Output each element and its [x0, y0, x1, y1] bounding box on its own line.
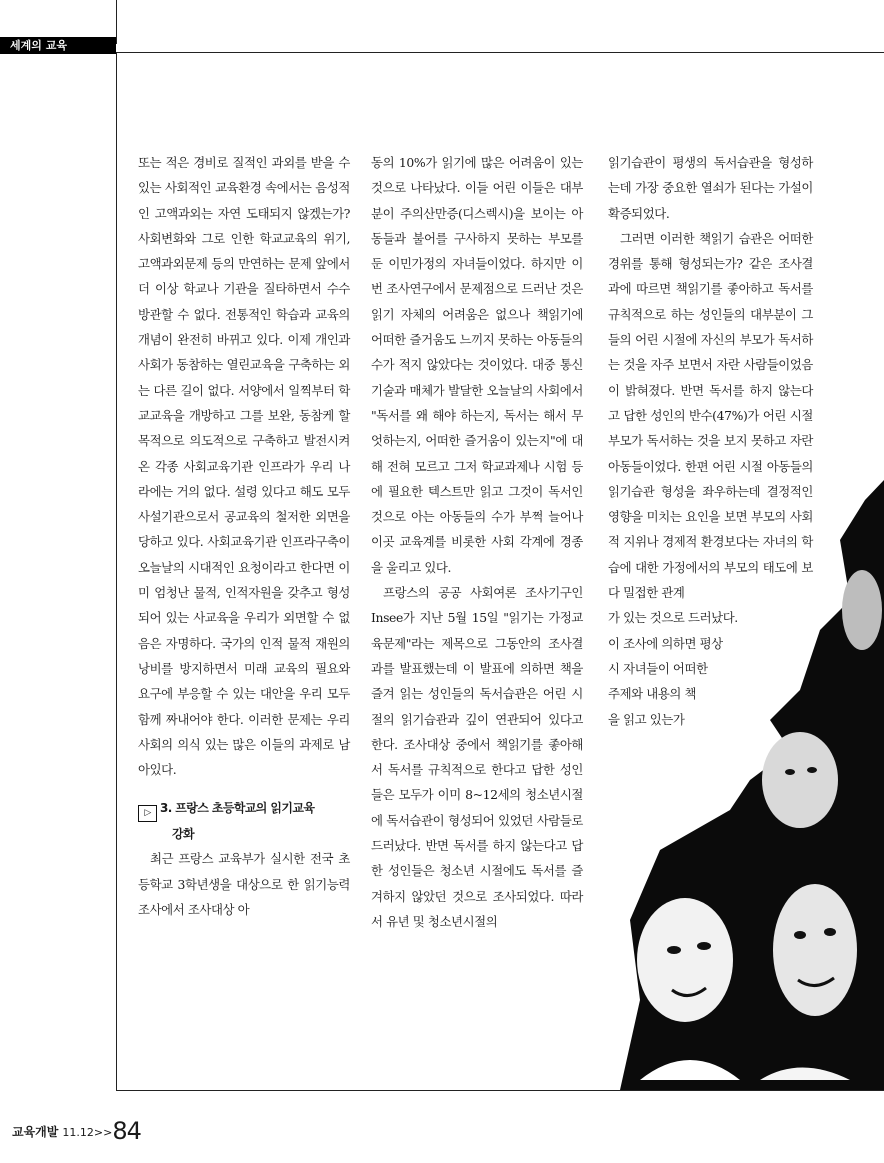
frame-left-rule — [116, 52, 117, 1091]
header-rule — [116, 52, 884, 53]
paragraph: 또는 적은 경비로 질적인 과외를 받을 수 있는 사회적인 교육환경 속에서는 음성적인 고액과외는 자연 도태되지 않겠는가? 사회변화와 그로 인한 학교교육의 위기, 고액과외문제 등의 만연하는 문제 앞에서 더 이상 학교나 기관을 질타하면서 수수방관할 수 없다. 전통적인 학습과 교육의 개념이 완전히 바뀌고 있다. 이제 개인과 사회가 동참하는 열린교육을 구축하는 외는 다른 길이 없다. 서양에서 일찍부터 학교교육을 개방하고 그를 보완, 동참케 할 목적으로 의도적으로 구축하고 발전시켜온 각종 사회교육기관 인프라가 우리 나라에는 거의 없다. 설령 있다고 해도 모두 사설기관으로서 공교육의 철저한 외면을 당하고 있다. 사회교육기관 인프라구축이 오늘날의 시대적인 요청이라고 한다면 이미 엄청난 물적, 인적자원을 갖추고 형성되어 있는 사교육을 우리가 외면할 수 없음은 자명하다. 국가의 인적 물적 재원의 낭비를 방지하면서 미래 교육의 필요와 요구에 부응할 수 있는 대안을 우리 모두 함께 짜내어야 한다. 이러한 문제는 우리 사회의 의식 있는 많은 이들의 과제로 남아있다. — [138, 155, 350, 778]
section-heading — [138, 796, 350, 846]
paragraph: 동의 10%가 읽기에 많은 어려움이 있는 것으로 나타났다. 이들 어린 이들은 대부분이 주의산만증(디스렉시)을 보이는 아동들과 불어를 구사하지 못하는 부모를 둔 이민가정의 자녀들이었다. 하지만 이번 조사연구에서 문제점으로 드러난 것은 읽기 자체의 어려움은 없으나 책읽기에 어떠한 즐거움도 느끼지 못하는 아동들의 수가 적지 않았다는 것이었다. 대중 통신기술과 매체가 발달한 오늘날의 사회에서 "독서를 왜 해야 하는지, 독서는 해서 무엇하는지, 어떠한 즐거움이 있는지"에 대해 전혀 모르고 그저 학교과제나 시험 등에 필요한 텍스트만 읽고 그것이 독서인 것으로 아는 아동들의 수가 부쩍 늘어나 이곳 교육계를 비롯한 사회 각계에 경종을 울리고 있다. — [371, 155, 583, 575]
section-header-label: 세계의 교육 — [10, 39, 67, 52]
frame-bottom-rule — [116, 1090, 884, 1091]
children-photo — [600, 480, 884, 1090]
magazine-name: 교육개발 — [12, 1125, 59, 1139]
paragraph: 프랑스의 공공 사회여론 조사기구인 Insee가 지난 5월 15일 "읽기는 가정교육문제"라는 제목으로 그동안의 조사결과를 발표했는데 이 발표에 의하면 책을 즐겨 읽는 성인들의 독서습관은 어린 시절의 읽기습관과 깊이 연관되어 있다고 한다. 조사대상 중에서 책읽기를 좋아해서 독서를 규칙적으로 한다고 답한 성인들은 모두가 이미 8~12세의 청소년시절에 독서습관이 형성되어 있었던 사람들로 드러났다. 반면 독서를 하지 않는다고 답한 성인들은 청소년 시절에도 독서를 즐겨하지 않았던 것으로 조사되었다. 따라서 유년 및 청소년시절의 — [371, 585, 583, 929]
paragraph-wrap-line: 주제와 내용의 책 — [608, 686, 697, 702]
paragraph-wrap-line: 을 읽고 있는가 — [608, 711, 685, 727]
section-heading-title: 3. 프랑스 초등학교의 읽기교육 — [160, 801, 315, 816]
top-vertical-rule — [116, 0, 117, 44]
section-heading-continuation: 강화 — [172, 827, 194, 842]
text-column-1 — [138, 150, 350, 922]
paragraph: 그러면 이러한 책읽기 습관은 어떠한 경위를 통해 형성되는가? 같은 조사결과에 따르면 책읽기를 좋아하고 독서를 규칙적으로 하는 성인들의 대부분이 그들의 어린 시절에 자신의 부모가 독서하는 것을 자주 보면서 자란 사람들이었음이 밝혀졌다. 반면 독서를 하지 않는다고 답한 성인의 반수(47%)가 어린 시절 부모가 독서하는 것을 보지 못하고 자란 아동들이었다. 한편 어린 시절 아동들의 읽기습관 형성을 좌우하는데 결정적인 영향을 미치는 요인을 보면 부모의 사회적 지위나 경제적 환경보다는 자녀의 학습에 대한 가정에서의 부모의 태도에 보다 밀접한 관계 — [608, 230, 813, 601]
paragraph: 최근 프랑스 교육부가 실시한 전국 초등학교 3학년생을 대상으로 한 읽기능력조사에서 조사대상 아 — [138, 851, 350, 918]
paragraph-wrap-line: 시 자녀들이 어떠한 — [608, 660, 708, 676]
section-bullet-icon: ▷ — [138, 805, 157, 822]
section-header-band — [0, 37, 116, 54]
paragraph-wrap-line: 이 조사에 의하면 평상 — [608, 635, 723, 651]
paragraph: 읽기습관이 평생의 독서습관을 형성하는데 가장 중요한 열쇠가 된다는 가설이 확증되었다. — [608, 155, 813, 221]
issue-number: 11.12>> — [62, 1126, 113, 1139]
text-column-2 — [371, 150, 583, 934]
page-number: 84 — [112, 1117, 141, 1145]
page-footer — [12, 1117, 141, 1145]
paragraph-wrap-line: 가 있는 것으로 드러났다. — [608, 610, 738, 626]
